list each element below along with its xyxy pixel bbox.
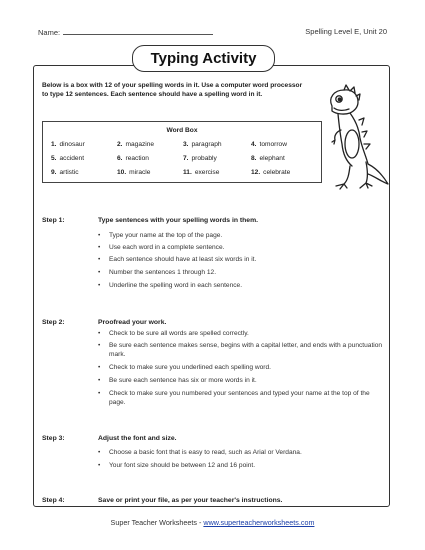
word-text: miracle [129,169,151,176]
step-label: Step 2: [42,319,65,326]
page-title: Typing Activity [132,45,275,72]
word-text: elephant [259,155,285,162]
step-heading: Adjust the font and size. [98,435,177,442]
intro-text: Below is a box with 12 of your spelling words in it. Use a computer word processor to type 12 sentences. Each sentence should have a spelling word in it. [42,82,303,98]
word-box-title: Word Box [166,127,198,134]
bullet-text: Number the sentences 1 through 12. [109,269,217,276]
word-box-item [183,155,217,162]
bullet-text: Type your name at the top of the page. [109,232,223,239]
bullet-item [98,389,383,407]
word-box-item [251,155,285,162]
bullet-item [98,231,383,240]
word-text: magazine [125,141,155,148]
step-label: Step 1: [42,217,65,224]
word-number: 3. [183,141,189,148]
bullet-text: Be sure each sentence makes sense, begins with a capital letter, and ends with a punctuation mark. [109,342,383,358]
word-box-item [51,155,84,162]
bullet-text: Each sentence should have at least six words in it. [109,256,257,263]
bullet-item [98,448,383,457]
bullet-item [98,281,383,290]
word-box-item [251,169,290,176]
word-number: 10. [117,169,127,176]
bullet-text: Your font size should be between 12 and 16 point. [109,462,256,469]
footer-link[interactable]: www.superteacherworksheets.com [203,518,315,527]
bullet-icon: • [98,282,101,289]
bullet-item [98,243,383,252]
word-box [42,121,322,183]
word-box-item [117,141,154,148]
word-number: 6. [117,155,123,162]
bullet-text: Be sure each sentence has six or more words in it. [109,377,257,384]
word-text: dinosaur [59,141,85,148]
bullet-text: Choose a basic font that is easy to read, such as Arial or Verdana. [109,449,302,456]
dinosaur-illustration [322,84,390,194]
bullet-item [98,255,383,264]
word-box-item [117,169,150,176]
word-number: 12. [251,169,261,176]
word-box-item [251,141,287,148]
word-box-item [51,141,85,148]
bullet-text: Check to make sure you underlined each spelling word. [109,364,272,371]
step-label: Step 3: [42,435,65,442]
bullet-icon: • [98,244,101,251]
word-text: accident [59,155,85,162]
word-number: 8. [251,155,257,162]
word-text: tomorrow [259,141,287,148]
bullet-icon: • [98,364,101,371]
footer-prefix: Super Teacher Worksheets - [110,518,204,527]
bullet-icon: • [98,390,101,397]
word-text: artistic [59,169,79,176]
bullet-icon: • [98,269,101,276]
step-label: Step 4: [42,497,65,504]
bullet-item [98,461,383,470]
bullet-item [98,329,383,338]
word-text: probably [191,155,217,162]
bullet-icon: • [98,377,101,384]
step-heading: Proofread your work. [98,319,167,326]
level-label: Spelling Level E, Unit 20 [305,27,387,36]
name-label: Name: [38,28,61,37]
word-box-item [51,169,79,176]
name-field [38,27,213,37]
word-text: paragraph [191,141,222,148]
step-heading: Save or print your file, as per your teacher's instructions. [98,497,283,504]
word-text: reaction [125,155,149,162]
word-number: 7. [183,155,189,162]
word-box-item [183,169,219,176]
footer [0,518,425,527]
bullet-text: Underline the spelling word in each sentence. [109,282,243,289]
bullet-text: Check to be sure all words are spelled correctly. [109,330,249,337]
step-heading: Type sentences with your spelling words in them. [98,217,259,224]
bullet-icon: • [98,342,101,349]
bullet-item [98,376,383,385]
bullet-text: Check to make sure you numbered your sentences and typed your name at the top of the page. [109,390,370,406]
bullet-icon: • [98,232,101,239]
word-number: 11. [183,169,192,176]
word-number: 5. [51,155,57,162]
bullet-icon: • [98,256,101,263]
word-text: exercise [194,169,220,176]
word-text: celebrate [263,169,291,176]
word-number: 9. [51,169,57,176]
word-box-item [183,141,222,148]
word-box-item [117,155,149,162]
bullet-item [98,341,383,359]
bullet-icon: • [98,449,101,456]
word-number: 1. [51,141,57,148]
bullet-item [98,363,383,372]
bullet-item [98,268,383,277]
word-number: 2. [117,141,123,148]
bullet-icon: • [98,462,101,469]
name-line[interactable] [63,27,213,35]
word-number: 4. [251,141,257,148]
bullet-text: Use each word in a complete sentence. [109,244,225,251]
bullet-icon: • [98,330,101,337]
